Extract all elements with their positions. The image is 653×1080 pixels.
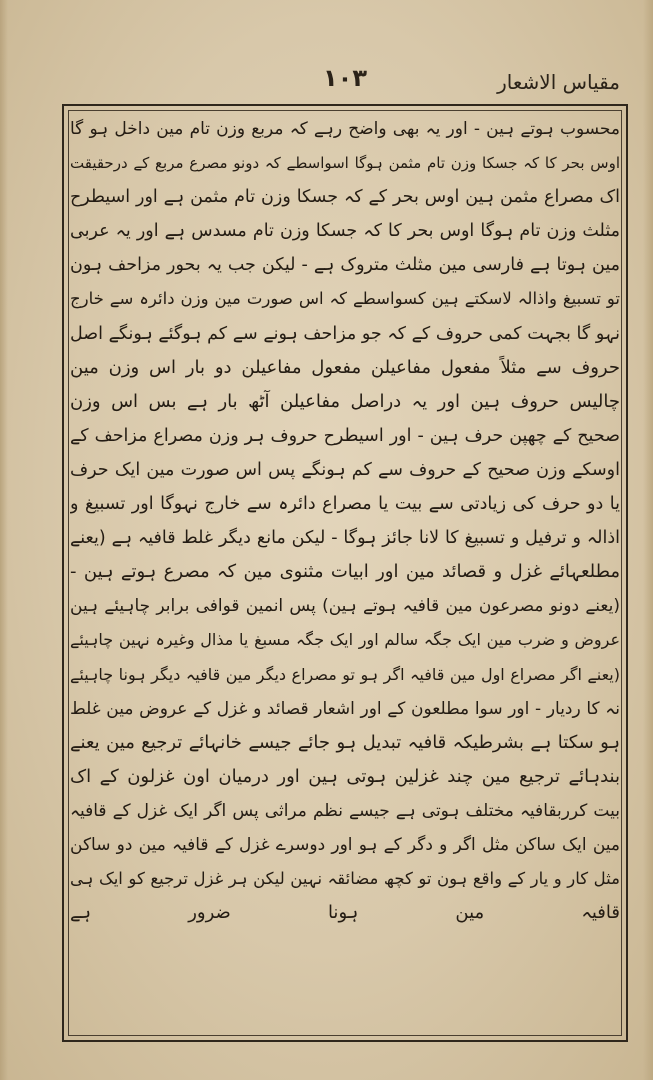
text-line: چالیس حروف ہین اور یہ دراصل مفاعیلن آٹھ بار ہے بس اس وزن <box>70 390 620 412</box>
text-line: مین ہوتا ہے فارسی مین مثلث متروک ہے - لیکن جب یہ بحور مزاحف ہون <box>70 255 620 276</box>
page-header <box>60 64 630 100</box>
text-line: حروف سے مثلاً مفعول مفاعیلن مفعول مفاعیلن دو بار اس وزن مین <box>70 356 620 378</box>
text-line: نہو گا بجہت کمی حروف کے کہ جو مزاحف ہونے سے کم ہوگئے ہونگے اصل <box>70 323 620 344</box>
text-line: تو تسبیغ واذالہ لاسکتے ہین کسواسطے کہ اس صورت مین وزن دائرہ سے خارج <box>70 289 620 309</box>
text-line: صحیح کے چھپن حرف ہین - اور اسیطرح حروف ہر وزن مصراع مزاحف کے <box>70 425 620 446</box>
text-line: اوسکے وزن صحیح کے حروف سے کم ہونگے پس اس صورت مین ایک حرف <box>70 459 620 480</box>
text-line: بندہائے ترجیع مین چند غزلین ہوتی ہین اور درمیان اون غزلون کے اک <box>70 765 620 787</box>
running-title: مقیاس الاشعار <box>497 70 620 94</box>
text-line: اک مصراع مثمن ہین اوس بحر کے کہ جسکا وزن تام مثمن ہے اور اسیطرح <box>70 187 620 208</box>
text-line: یا دو حرف کی زیادتی سے بیت یا مصراع دائرہ سے خارج نہوگا اور تسبیغ و <box>70 494 620 515</box>
text-line: عروض و ضرب مین ایک جگہ سالم اور ایک جگہ مسبغ یا مذال وغیرہ نہین چاہیئے <box>70 630 620 650</box>
text-line: ہو سکتا ہے بشرطیکہ قافیہ تبدیل ہو جائے جیسے خانہائے ترجیع مین یعنے <box>70 731 620 753</box>
body-text <box>70 112 620 1032</box>
text-line: قافیہ مین ہونا ضرور ہے <box>70 902 620 924</box>
text-line: (یعنے اگر مصراع اول مین قافیہ اگر ہو تو مصراع دیگر مین قافیہ دیگر ہونا چاہیئے <box>70 664 620 684</box>
text-line: (یعنے دونو مصرعون مین قافیہ ہوتے ہین) پس انمین قوافی برابر چاہیئے ہین <box>70 596 620 617</box>
text-line: مثلث وزن تام ہوگا اوس بحر کا کہ جسکا وزن تام مسدس ہے اور یہ عربی <box>70 221 620 242</box>
text-line: نہ کا ردیار - اور سوا مطلعون کے اور اشعار قصائد و غزل کے عروض مین غلط <box>70 698 620 719</box>
text-line: بیت کرربقافیہ مختلف ہوتی ہے جیسے نظم مراثی پس اگر ایک غزل کے قافیہ <box>70 800 620 821</box>
text-line: مثل کار و یار کے واقع ہون تو کچھ مضائقہ نہین لیکن ہر غزل ترجیع کو ایک ہی <box>70 869 620 889</box>
page-right-shadow <box>643 0 653 1080</box>
text-line: اذالہ و ترفیل و تسبیغ کا لانا جائز ہوگا - لیکن مانع دیگر غلط قافیہ ہے (یعنے <box>70 528 620 549</box>
text-line: محسوب ہوتے ہین - اور یہ بھی واضح رہے کہ مربع وزن تام مین داخل ہو گا <box>70 119 620 139</box>
text-line: مطلعہائے غزل و قصائد مین اور ابیات مثنوی مین کہ مصرع ہوتے ہین - <box>70 561 620 583</box>
text-line: اوس بحر کا کہ جسکا وزن تام مثمن ہوگا اسواسطے کہ دونو مصرع مربع کے درحقیقت <box>70 154 620 173</box>
text-line: مین ایک ساکن مثل اگر و دگر کے ہو اور دوسرے غزل کے قافیہ مین دو ساکن <box>70 834 620 855</box>
page-number: ۱۰۳ <box>323 64 367 92</box>
page-left-shadow <box>0 0 8 1080</box>
